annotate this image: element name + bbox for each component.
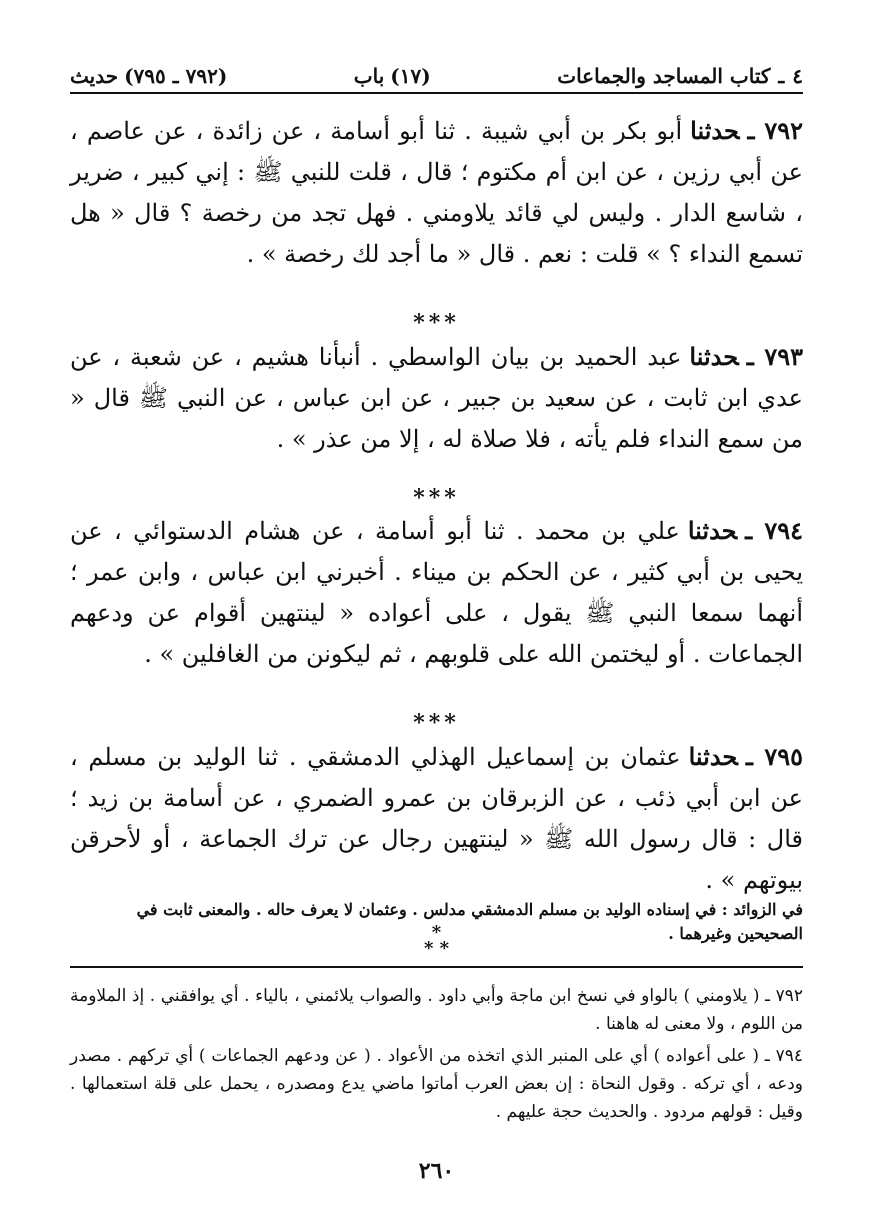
hadith-text: علي بن محمد . ثنا أبو أسامة ، عن هشام الدستوائي ، عن يحيى بن أبي كثير ، عن الحكم بن ميناء . أخبرني ابن عباس ، وابن عمر ؛ أنهما سمعا النبي ﷺ يقول ، على أعواده « لينتهين أقوام عن ودعهم الجماعات . أو ليختمن الله على قلوبهم ، ثم ليكونن من الغافلين » . (70, 517, 803, 668)
header-book: ٤ ـ كتاب المساجد والجماعات (557, 64, 803, 88)
hadith-lead: حدثنا (688, 742, 738, 771)
footnote-792: ٧٩٢ ـ ( يلاومني ) بالواو في نسخ ابن ماجة وأبي داود . والصواب يلائمني ، بالياء . أي يوافقني . إذ الملاومة من اللوم ، ولا معنى له هاهنا . (70, 986, 803, 1034)
hadith-793 (70, 336, 803, 460)
footnote-divider (70, 966, 803, 968)
footnotes (70, 982, 803, 1130)
hadith-text: أبو بكر بن أبي شيبة . ثنا أبو أسامة ، عن زائدة ، عن عاصم ، عن أبي رزين ، عن ابن أم مكتوم ؛ قال ، قلت للنبي ﷺ : إني كبير ، ضرير ، شاسع الدار . وليس لي قائد يلاومني . فهل تجد من رخصة ؟ قال « هل تسمع النداء ؟ » قلت : نعم . قال « ما أجد لك رخصة » . (70, 117, 803, 268)
end-mark: * * * (423, 922, 450, 959)
hadith-text: عثمان بن إسماعيل الهذلي الدمشقي . ثنا الوليد بن مسلم ، عن ابن أبي ذئب ، عن الزبرقان بن عمرو الضمري ، عن أسامة بن زيد ؛ قال : قال رسول الله ﷺ « لينتهين رجال عن ترك الجماعة ، أو لأحرقن بيوتهم » . (70, 743, 803, 894)
header-chapter-number: (١٧) (390, 64, 431, 88)
hadith-792 (70, 110, 803, 275)
hadith-number: ٧٩٣ ـ (746, 342, 804, 371)
header-chapter (354, 64, 431, 88)
hadith-text: عبد الحميد بن بيان الواسطي . أنبأنا هشيم ، عن شعبة ، عن عدي ابن ثابت ، عن سعيد بن جبير ، عن ابن عباس ، عن النبي ﷺ قال « من سمع النداء فلم يأته ، فلا صلاة له ، إلا من عذر » . (70, 343, 804, 453)
header-chapter-word: باب (353, 64, 385, 88)
hadith-794 (70, 510, 803, 675)
hadith-795 (70, 736, 803, 901)
separator-stars: *** (413, 310, 460, 336)
footnote-794: ٧٩٤ ـ ( على أعواده ) أي على المنبر الذي اتخذه من الأعواد . ( عن ودعهم الجماعات ) أي تركهم . مصدر ودعه ، أي تركه . وقول النحاة : إن بعض العرب أماتوا ماضي يدع ومصدره ، يحمل على قلة استعمالها . وقيل : قولهم مردود . والحديث حجة عليهم . (70, 1046, 803, 1122)
hadith-number: ٧٩٥ ـ (745, 742, 803, 771)
header-range: (٧٩٢ ـ ٧٩٥) (124, 64, 228, 88)
header-hadith-range (70, 64, 227, 88)
header-hadith-word: حديث (70, 64, 119, 88)
hadith-lead: حدثنا (689, 342, 739, 371)
hadith-number: ٧٩٢ ـ (747, 116, 803, 145)
separator-stars: *** (413, 485, 460, 511)
hadith-lead: حدثنا (687, 516, 738, 545)
header-book-number: ٤ (792, 64, 803, 88)
hadith-lead: حدثنا (690, 116, 740, 145)
hadith-number: ٧٩٤ ـ (745, 516, 803, 545)
header-book-title: كتاب المساجد والجماعات (557, 64, 771, 88)
separator-stars: *** (413, 710, 460, 736)
page-number: ٢٦٠ (418, 1158, 455, 1184)
zawaid-note: في الزوائد : في إسناده الوليد بن مسلم الدمشقي مدلس . وعثمان لا يعرف حاله . والمعنى ثابت في الصحيحين وغيرهما . (136, 900, 803, 943)
running-header (70, 48, 803, 94)
